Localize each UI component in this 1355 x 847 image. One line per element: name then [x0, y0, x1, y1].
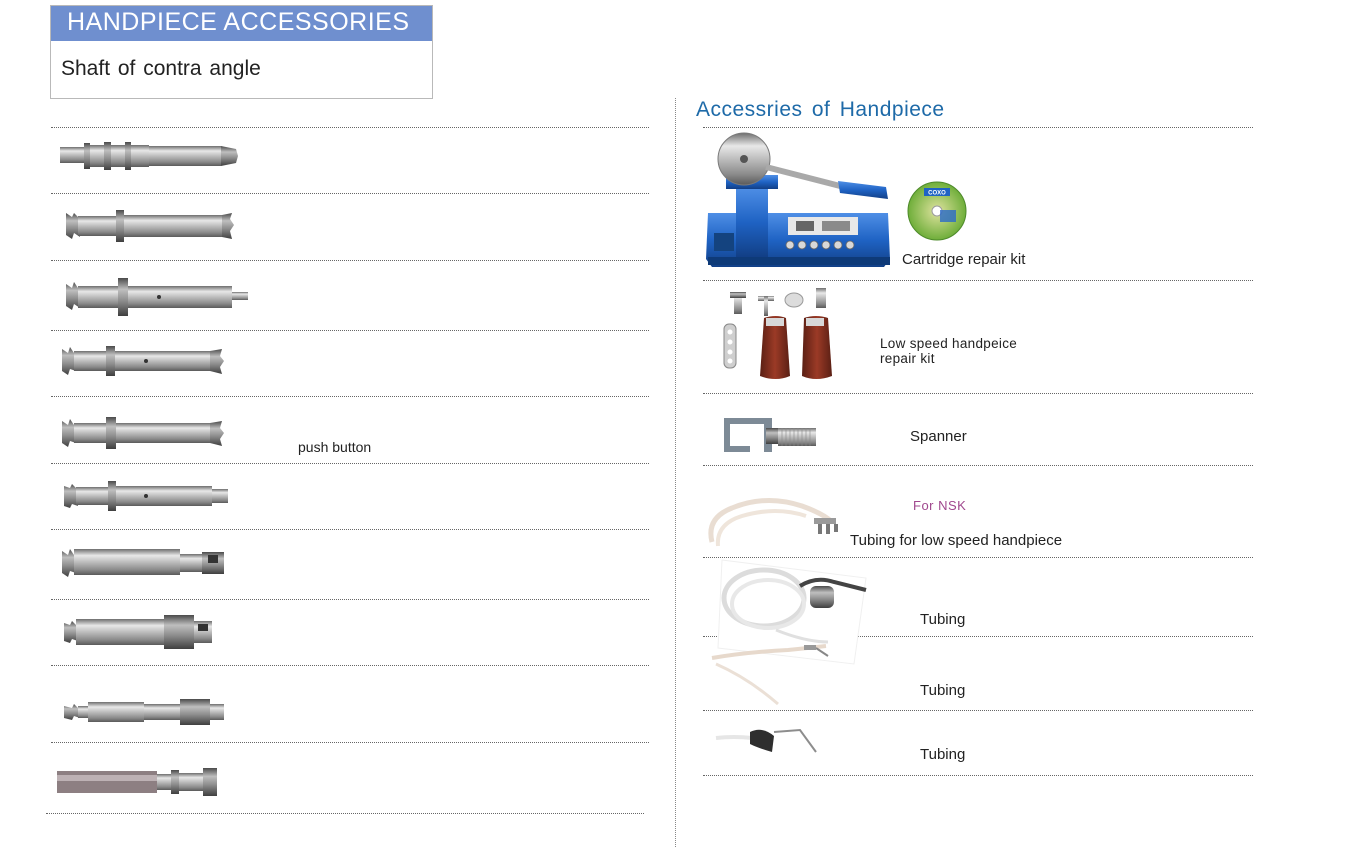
nsk-tubing-icon — [706, 488, 846, 550]
column-divider — [675, 98, 676, 847]
cartridge-repair-kit-label: Cartridge repair kit — [902, 251, 1026, 268]
tubing-short-icon — [714, 722, 824, 760]
row-divider — [51, 193, 649, 194]
row-divider — [51, 665, 649, 666]
software-cd-icon — [906, 180, 968, 242]
low-speed-kit-label-line2: repair kit — [880, 351, 935, 366]
push-button-note: push button — [298, 439, 372, 455]
shaft-icon — [62, 478, 232, 514]
row-divider — [703, 465, 1253, 466]
tubing-label-3: Tubing — [920, 746, 966, 763]
row-divider — [51, 463, 649, 464]
row-divider — [51, 599, 649, 600]
tubing-straight-icon — [708, 638, 838, 710]
shaft-icon — [60, 415, 226, 451]
row-divider — [703, 280, 1253, 281]
shaft-icon — [60, 343, 226, 379]
page-title: HANDPIECE ACCESSORIES — [67, 8, 410, 36]
row-divider — [51, 330, 649, 331]
accessories-title: Accessries of Handpiece — [696, 98, 945, 121]
low-speed-kit-label-line1: Low speed handpeice — [880, 336, 1018, 351]
shaft-icon — [55, 764, 221, 800]
cd-brand-text: COXO — [928, 190, 946, 197]
nsk-tubing-label: Tubing for low speed handpiece — [850, 532, 1063, 549]
low-speed-repair-tools-icon — [720, 286, 840, 386]
page-subtitle: Shaft of contra angle — [61, 57, 261, 80]
row-divider — [46, 813, 644, 814]
header-band — [51, 6, 432, 41]
section-header — [50, 5, 433, 99]
row-divider — [703, 710, 1253, 711]
row-divider — [51, 260, 649, 261]
spanner-icon — [720, 410, 820, 456]
row-divider — [703, 775, 1253, 776]
tubing-label-1: Tubing — [920, 611, 966, 628]
for-nsk-tag: For NSK — [913, 498, 967, 513]
shaft-icon — [62, 696, 228, 728]
row-divider — [51, 396, 649, 397]
shaft-icon — [64, 207, 236, 245]
row-divider — [51, 742, 649, 743]
row-divider — [703, 393, 1253, 394]
row-divider — [703, 127, 1253, 128]
tubing-label-2: Tubing — [920, 682, 966, 699]
spanner-label: Spanner — [910, 428, 967, 445]
cartridge-repair-machine-icon — [704, 133, 894, 271]
shaft-icon — [58, 138, 240, 174]
row-divider — [51, 127, 649, 128]
shaft-icon — [62, 613, 218, 651]
row-divider — [51, 529, 649, 530]
shaft-icon — [60, 545, 228, 579]
shaft-icon — [64, 276, 250, 316]
